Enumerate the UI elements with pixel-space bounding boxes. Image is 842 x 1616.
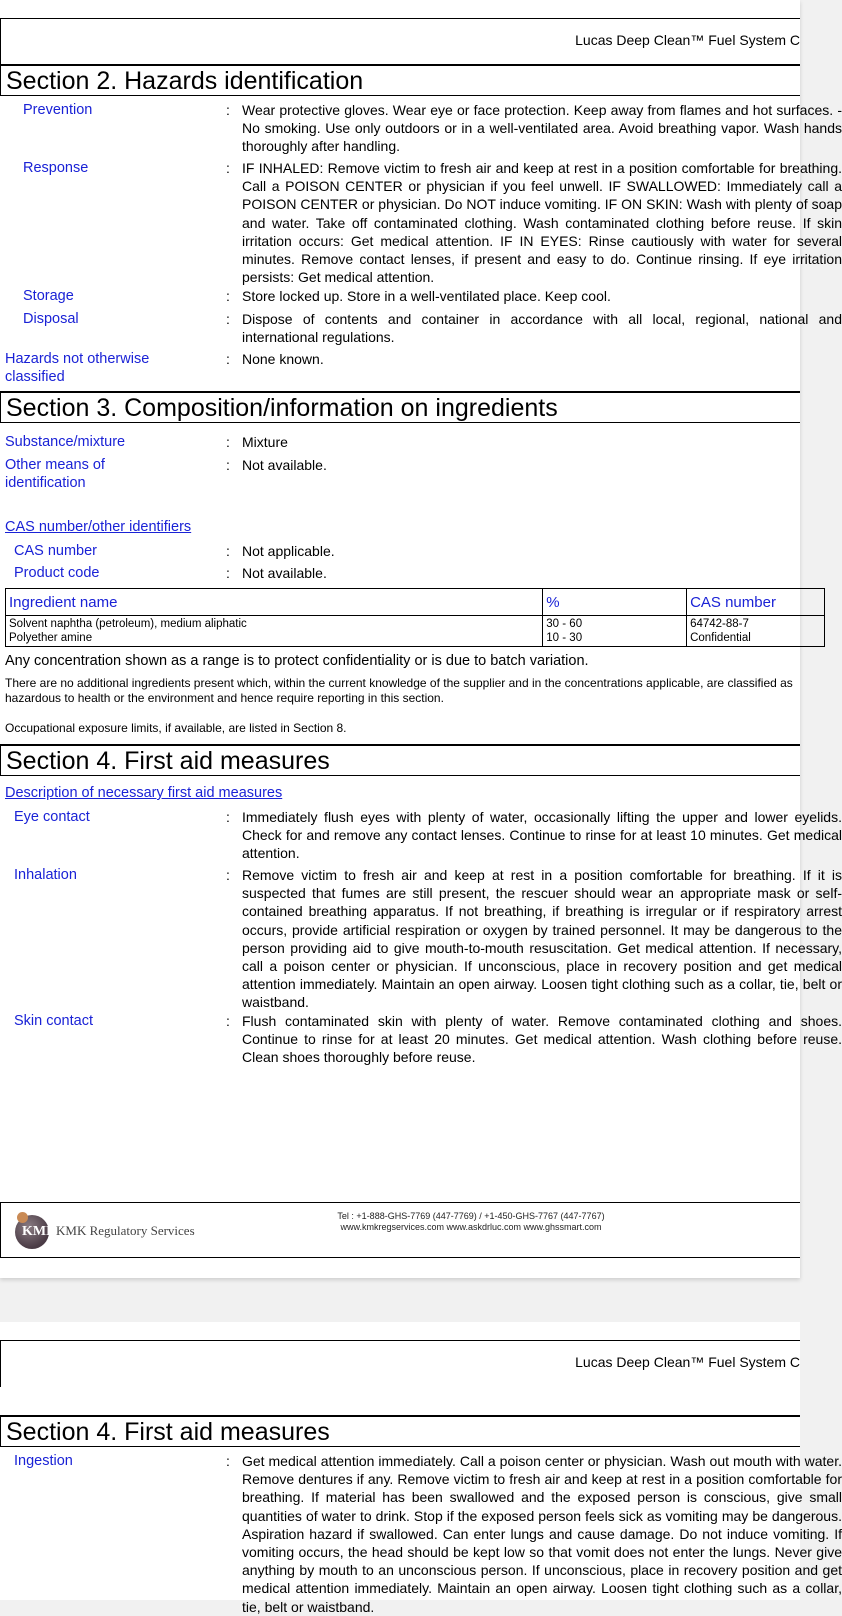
column-header: % [543,589,687,616]
table-cell [543,616,687,647]
colon: : [226,809,230,825]
colon: : [226,160,230,176]
section-4-heading: Section 4. First aid measures [0,744,800,776]
colon: : [226,867,230,883]
other-means-label: Other means of identification [5,457,105,491]
table-cell [687,616,825,647]
ingestion-text: Get medical attention immediately. Call a poison center or physician. Wash out mouth with water. Remove dentures if any. Remove victim to fresh air and keep at rest in a position comfortable for breathing. If material has been swallowed and the exposed person is conscious, give small quantities of water to drink. Stop if the exposed person feels sick as vomiting may be dangerous. Aspiration hazard if swallowed. Can enter lungs and cause damage. Do not induce vomiting. If vomiting occurs, the head should be kept low so that vomit does not enter the lungs. Never give anything by mouth to an unconscious person. If unconscious, place in recovery position and get medical attention immediately. Maintain an open airway. Loosen tight clothing such as a collar, tie, belt or waistband. [242,1453,842,1615]
ingredient-percent: 30 - 60 [546,618,583,630]
table-cell [6,616,543,647]
disposal-text: Dispose of contents and container in accordance with all local, regional, national and international regulations. [242,311,842,346]
ingredient-percent: 10 - 30 [546,632,583,644]
ingredient-name: Polyether amine [9,632,93,644]
hnoc-text: None known. [242,351,324,367]
product-code-label: Product code [14,565,100,581]
phone-numbers: Tel : +1-888-GHS-7769 (447-7769) / +1-450-GHS-7767 (447-7767) [337,1211,605,1221]
column-header: CAS number [687,589,825,616]
websites: www.kmkregservices.com www.askdrluc.com www.ghssmart.com [340,1222,602,1232]
table-header-row [6,589,825,616]
colon: : [226,288,230,304]
eye-contact-text: Immediately flush eyes with plenty of water, occasionally lifting the upper and lower eyelids. Check for and remove any contact lenses. Continue to rinse for at least 10 minutes. Get medical attention. [242,809,842,862]
ingredients-table [5,588,825,647]
first-aid-link[interactable]: Description of necessary first aid measures [5,785,283,801]
exposure-limits-note: Occupational exposure limits, if available, are listed in Section 8. [5,721,347,735]
inhalation-label: Inhalation [14,867,77,883]
additional-ingredients-note: There are no additional ingredients present which, within the current knowledge of the supplier and in the concentrations applicable, are classified as hazardous to health or the environment and hence require reporting in this section. [5,676,793,705]
other-means-text: Not available. [242,457,327,473]
document-page-2 [0,1322,842,1615]
colon: : [226,1013,230,1029]
inhalation-text: Remove victim to fresh air and keep at rest in a position comfortable for breathing. If it is suspected that fumes are still present, the rescuer should wear an appropriate mask or self-contained breathing apparatus. If not breathing, if breathing is irregular or if respiratory arrest occurs, provide artificial respiration or oxygen by trained personnel. It may be dangerous to the person providing aid to give mouth-to-mouth resuscitation. Get medical attention. If necessary, call a poison center or physician. If unconscious, place in recovery position and get medical attention immediately. Maintain an open airway. Loosen tight clothing such as a collar, tie, belt or waistband. [242,867,842,1011]
cas-identifiers-link[interactable]: CAS number/other identifiers [5,519,192,535]
cas-number-text: Not applicable. [242,543,335,559]
page-header [0,18,800,65]
colon: : [226,102,230,118]
prevention-label: Prevention [23,102,93,118]
colon: : [226,311,230,327]
ingestion-label: Ingestion [14,1453,73,1469]
company-name: KMK Regulatory Services [56,1223,195,1238]
disposal-label: Disposal [23,311,79,327]
document-title: Lucas Deep Clean™ Fuel System C [575,1354,800,1370]
response-text: IF INHALED: Remove victim to fresh air and keep at rest in a position comfortable for breathing. Call a POISON CENTER or physician if you feel unwell. IF SWALLOWED: Immediately call a POISON CENTER or physician. Do NOT induce vomiting. IF ON SKIN: Wash with plenty of soap and water. Take off contaminated clothing. Wash contaminated clothing before reuse. If skin irritation occurs: Get medical attention. IF IN EYES: Rinse cautiously with water for several minutes. Remove contact lenses, if present and easy to do. Continue rinsing. If eye irritation persists: Get medical attention. [242,160,842,286]
colon: : [226,565,230,581]
document-title: Lucas Deep Clean™ Fuel System C [575,32,800,48]
section-4-heading-continued: Section 4. First aid measures [0,1415,800,1447]
eye-contact-label: Eye contact [14,809,90,825]
substance-text: Mixture [242,434,288,450]
table-row [6,616,825,647]
page-header [0,1340,800,1387]
kmk-logo [15,1215,57,1249]
concentration-note: Any concentration shown as a range is to protect confidentiality or is due to batch variation. [5,653,589,669]
ingredient-name: Solvent naphtha (petroleum), medium aliphatic [9,618,247,630]
hnoc-label: Hazards not otherwise classified [5,351,150,385]
skin-contact-label: Skin contact [14,1013,93,1029]
logo-dot [17,1212,28,1223]
substance-label: Substance/mixture [5,434,126,450]
cas-number-label: CAS number [14,543,98,559]
response-label: Response [23,160,89,176]
colon: : [226,434,230,450]
section-3-heading: Section 3. Composition/information on ingredients [0,391,800,423]
colon: : [226,543,230,559]
column-header: Ingredient name [6,589,543,616]
page-footer [0,1202,800,1258]
prevention-text: Wear protective gloves. Wear eye or face protection. Keep away from flames and hot surfaces. - No smoking. Use only outdoors or in a well-ventilated area. Avoid breathing vapor. Wash hands thoroughly after handling. [242,102,842,155]
ingredient-cas: Confidential [690,632,751,644]
storage-text: Store locked up. Store in a well-ventilated place. Keep cool. [242,288,611,304]
logo-text: KMK [22,1224,57,1239]
contact-info [321,1211,621,1233]
colon: : [226,351,230,367]
storage-label: Storage [23,288,74,304]
skin-contact-text: Flush contaminated skin with plenty of water. Remove contaminated clothing and shoes. Continue to rinse for at least 20 minutes. Get medical attention. Wash clothing before reuse. Clean shoes thoroughly before reuse. [242,1013,842,1066]
ingredient-cas: 64742-88-7 [690,618,749,630]
colon: : [226,1453,230,1469]
section-2-heading: Section 2. Hazards identification [0,64,800,96]
colon: : [226,457,230,473]
product-code-text: Not available. [242,565,327,581]
